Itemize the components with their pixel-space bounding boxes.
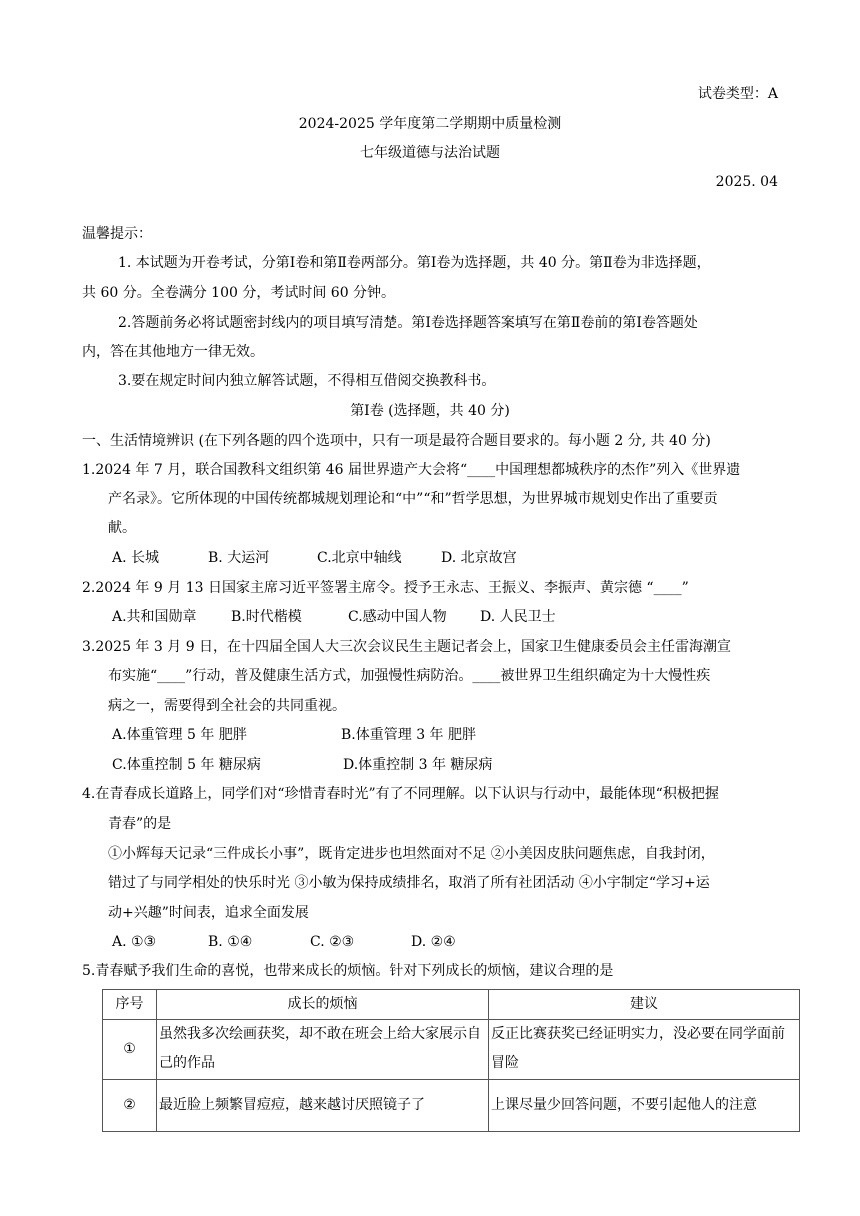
question-3-line-3: 病之一，需要得到全社会的共同重视。: [108, 698, 346, 714]
table-header-number: 序号: [103, 990, 157, 1020]
table-header-advice: 建议: [489, 990, 800, 1020]
notice-item-3: 3.要在规定时间内独立解答试题，不得相互借阅交换教科书。: [118, 373, 496, 389]
notice-heading: 温馨提示：: [82, 226, 152, 242]
question-1-line-2: 产名录》。它所体现的中国传统都城规划理论和“中”“和”哲学思想，为世界城市规划史作出了重要贡: [108, 491, 718, 507]
section-title: 第Ⅰ卷 (选择题，共 40 分): [350, 403, 510, 419]
question-3-option-c: C.体重控制 5 年 糖尿病: [112, 757, 261, 773]
question-4-line-1: 4.在青春成长道路上，同学们对“珍惜青春时光”有了不同理解。以下认识与行动中，最能体现“积极把握: [82, 786, 719, 802]
table-cell-worry: 虽然我多次绘画获奖，却不敢在班会上给大家展示自己的作品: [157, 1020, 489, 1080]
question-2-option-b: B.时代楷模: [231, 609, 302, 625]
question-2-option-d: D. 人民卫士: [480, 609, 556, 625]
table-cell-worry: 最近脸上频繁冒痘痘，越来越讨厌照镜子了: [157, 1080, 489, 1132]
table-cell-number: ②: [103, 1080, 157, 1132]
notice-item-2-line-1: 2.答题前务必将试题密封线内的项目填写清楚。第Ⅰ卷选择题答案填写在第Ⅱ卷前的第Ⅰ卷答题处: [118, 315, 698, 331]
question-1-option-b: B. 大运河: [208, 550, 270, 566]
exam-date: 2025. 04: [715, 174, 778, 190]
exam-subtitle: 七年级道德与法治试题: [360, 145, 500, 161]
table-row: [103, 1020, 800, 1080]
question-3-option-a: A.体重管理 5 年 肥胖: [112, 727, 247, 743]
question-4-line-2: 青春”的是: [108, 816, 172, 832]
paper-type: 试卷类型：A: [697, 86, 778, 102]
question-4-line-3: ①小辉每天记录“三件成长小事”，既肯定进步也坦然面对不足 ②小美因皮肤问题焦虑，自我封闭，: [108, 846, 715, 862]
question-1-line-3: 献。: [108, 520, 136, 536]
question-3-option-b: B.体重管理 3 年 肥胖: [341, 727, 476, 743]
exam-title: 2024-2025 学年度第二学期期中质量检测: [298, 116, 562, 132]
question-1-option-c: C.北京中轴线: [317, 550, 402, 566]
question-2-line-1: 2.2024 年 9 月 13 日国家主席习近平签署主席令。授予王永志、王振义、李振声、黄宗德 “____”: [82, 580, 689, 596]
table-cell-number: ①: [103, 1020, 157, 1080]
notice-item-1-line-2: 共 60 分。全卷满分 100 分，考试时间 60 分钟。: [82, 285, 396, 301]
question-2-option-a: A.共和国勋章: [112, 609, 197, 625]
question-4-option-d: D. ②④: [411, 934, 456, 950]
table-cell-advice: 反正比赛获奖已经证明实力，没必要在同学面前冒险: [489, 1020, 800, 1080]
question-4-option-b: B. ①④: [208, 934, 253, 950]
question-3-line-1: 3.2025 年 3 月 9 日，在十四届全国人大三次会议民生主题记者会上，国家卫生健康委员会主任雷海潮宣: [82, 639, 732, 655]
question-4-option-c: C. ②③: [310, 934, 355, 950]
question-5-table: [102, 989, 800, 1132]
part-one-heading: 一、生活情境辨识 (在下列各题的四个选项中，只有一项是最符合题目要求的。每小题 2 分, 共 40 分): [82, 433, 711, 449]
question-4-line-5: 动+兴趣”时间表，追求全面发展: [108, 905, 309, 921]
question-1-line-1: 1.2024 年 7 月，联合国教科文组织第 46 届世界遗产大会将“____中国理想都城秩序的杰作”列入《世界遗: [82, 462, 741, 478]
question-4-option-a: A. ①③: [112, 934, 157, 950]
question-1-option-a: A. 长城: [112, 550, 160, 566]
question-4-line-4: 错过了与同学相处的快乐时光 ③小敏为保持成绩排名，取消了所有社团活动 ④小宇制定“学习+运: [108, 875, 710, 891]
table-cell-advice: 上课尽量少回答问题，不要引起他人的注意: [489, 1080, 800, 1132]
question-3-option-d: D.体重控制 3 年 糖尿病: [343, 757, 493, 773]
question-5-line-1: 5.青春赋予我们生命的喜悦，也带来成长的烦恼。针对下列成长的烦恼，建议合理的是: [82, 963, 614, 979]
question-1-option-d: D. 北京故宫: [441, 550, 517, 566]
table-header-row: [103, 990, 800, 1020]
question-2-option-c: C.感动中国人物: [348, 609, 447, 625]
table-header-worry: 成长的烦恼: [157, 990, 489, 1020]
question-3-line-2: 布实施“____”行动，普及健康生活方式，加强慢性病防治。____被世界卫生组织确定为十大慢性疾: [108, 668, 711, 684]
table-row: [103, 1080, 800, 1132]
notice-item-2-line-2: 内，答在其他地方一律无效。: [82, 344, 264, 360]
notice-item-1-line-1: 1. 本试题为开卷考试，分第Ⅰ卷和第Ⅱ卷两部分。第Ⅰ卷为选择题，共 40 分。第Ⅱ卷为非选择题，: [118, 255, 711, 271]
